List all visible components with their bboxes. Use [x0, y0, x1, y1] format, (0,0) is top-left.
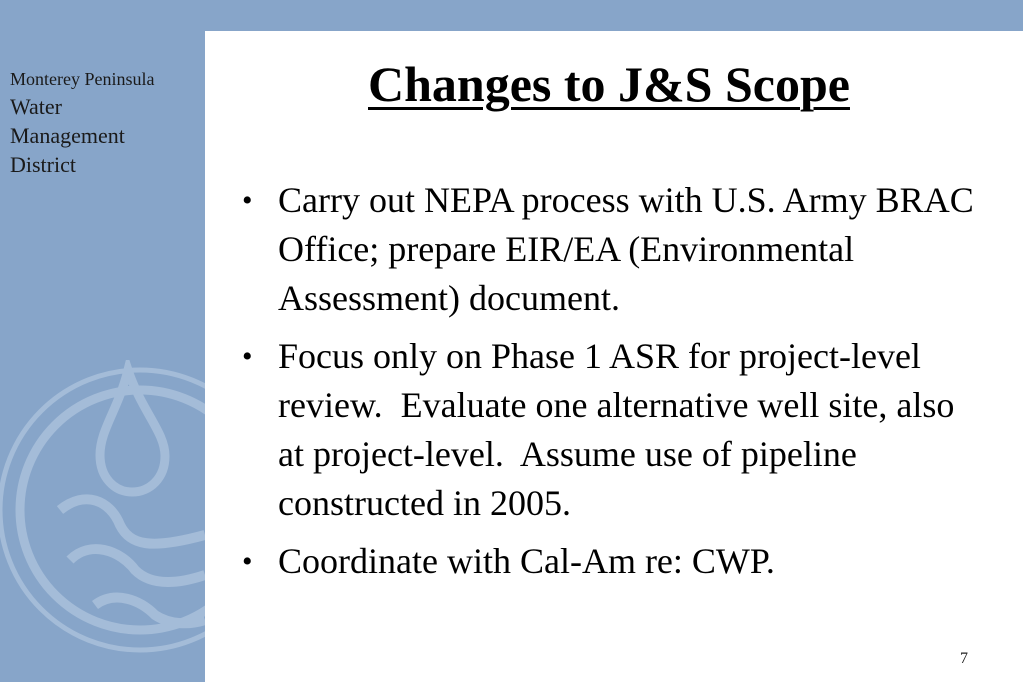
water-drop-hand-icon	[0, 360, 205, 682]
slide-title: Changes to J&S Scope	[368, 56, 850, 112]
slide-content	[205, 31, 1023, 682]
org-line-3: Management	[10, 123, 125, 148]
bullet-marker: •	[242, 340, 253, 373]
bullet-text: Coordinate with Cal-Am re: CWP.	[278, 541, 775, 581]
sidebar	[0, 0, 205, 682]
bullet-list	[242, 176, 987, 595]
org-line-4: District	[10, 152, 76, 177]
page-number: 7	[960, 650, 968, 667]
list-item	[242, 332, 987, 528]
org-line-1: Monterey Peninsula	[10, 69, 155, 89]
list-item	[242, 537, 987, 586]
bullet-marker: •	[242, 545, 253, 578]
org-line-2: Water	[10, 94, 62, 119]
bullet-marker: •	[242, 184, 253, 217]
organization-name	[10, 66, 154, 179]
bullet-text: Carry out NEPA process with U.S. Army BRAC Office; prepare EIR/EA (Environmental Assessment) document.	[278, 180, 974, 318]
list-item	[242, 176, 987, 323]
bullet-text: Focus only on Phase 1 ASR for project-level review. Evaluate one alternative well site, also at project-level. Assume use of pipeline constructed in 2005.	[278, 336, 964, 523]
